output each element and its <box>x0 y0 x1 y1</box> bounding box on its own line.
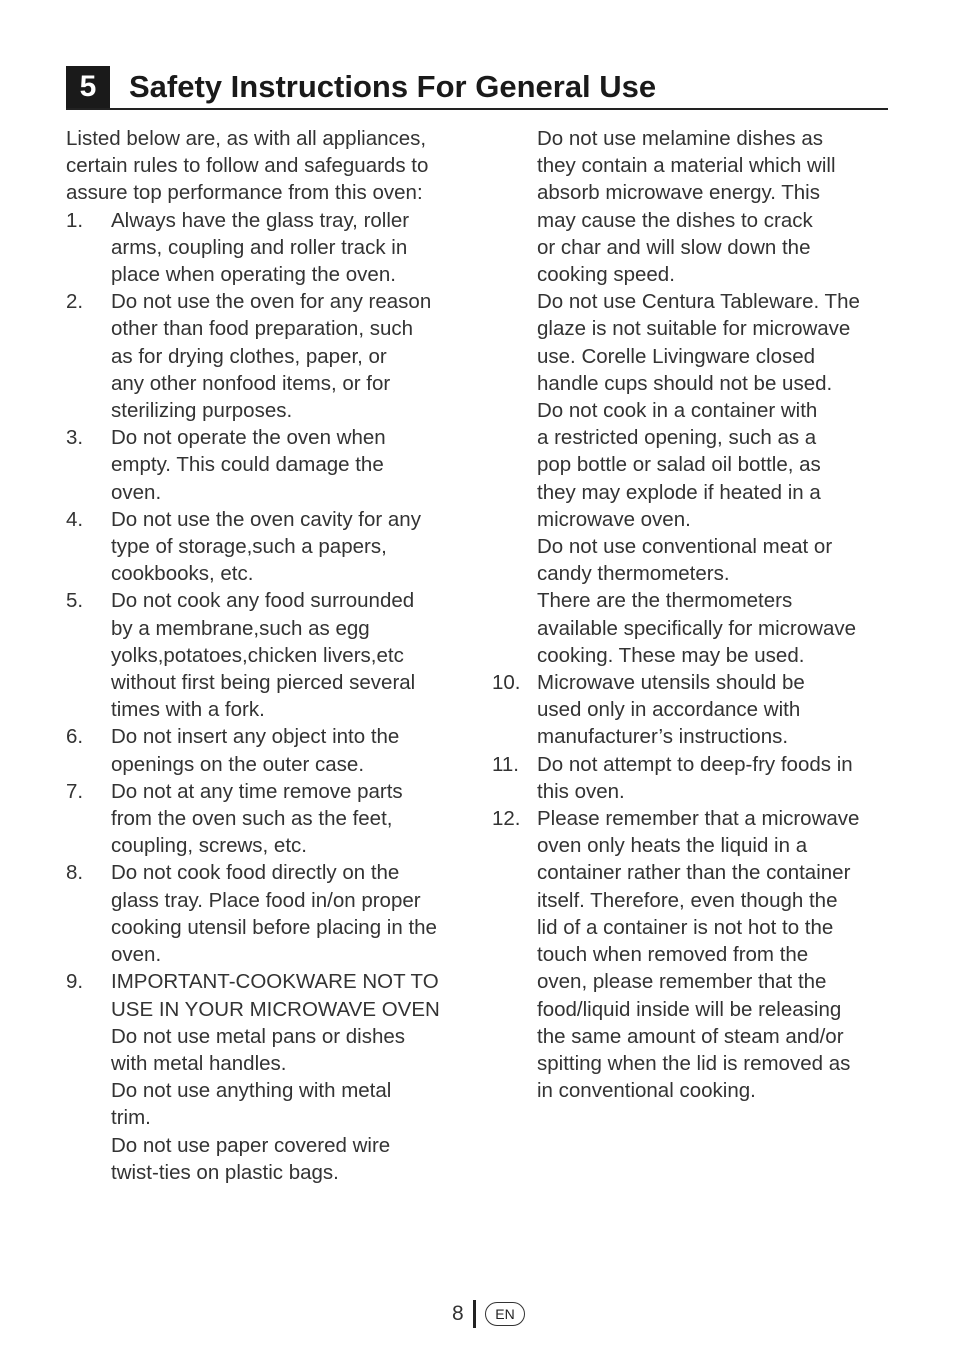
text-line: Do not attempt to deep-fry foods in <box>537 752 853 776</box>
list-item <box>66 288 466 424</box>
text-line: certain rules to follow and safeguards to <box>66 154 429 178</box>
text-line: Do not use the oven cavity for any <box>111 507 421 531</box>
text-line: IMPORTANT-COOKWARE NOT TO <box>111 970 439 994</box>
text-line: Do not use metal pans or dishes <box>111 1024 405 1048</box>
text-line: in conventional cooking. <box>537 1079 756 1103</box>
text-line: twist-ties on plastic bags. <box>111 1160 339 1184</box>
text-line: or char and will slow down the <box>537 235 811 259</box>
text-line: oven. <box>111 943 162 967</box>
item-text <box>537 751 892 805</box>
text-line: other than food preparation, such <box>111 317 414 341</box>
footer-divider <box>473 1300 476 1328</box>
text-line: empty. This could damage the <box>111 453 384 477</box>
item-number: 1. <box>66 208 84 232</box>
language-badge: EN <box>485 1302 525 1326</box>
text-line: Microwave utensils should be <box>537 671 805 695</box>
text-line: oven. <box>111 480 162 504</box>
text-line: There are the thermometers <box>537 589 793 613</box>
text-line: spitting when the lid is removed as <box>537 1051 851 1075</box>
list-item <box>66 778 466 860</box>
item-number: 5. <box>66 589 84 613</box>
text-line: they contain a material which will <box>537 154 836 178</box>
item-number: 9. <box>66 970 84 994</box>
item-text <box>111 207 466 289</box>
text-line: without first being pierced several <box>111 671 416 695</box>
item-text <box>111 968 466 1186</box>
text-line: Do not use paper covered wire <box>111 1133 391 1157</box>
text-line: Do not use Centura Tableware. The <box>537 290 860 314</box>
text-line: sterilizing purposes. <box>111 399 293 423</box>
text-line: handle cups should not be used. <box>537 371 833 395</box>
item-number: 10. <box>492 671 521 695</box>
text-line: itself. Therefore, even though the <box>537 888 838 912</box>
text-line: yolks,potatoes,chicken livers,etc <box>111 643 404 667</box>
item-text <box>111 587 466 723</box>
text-line: may cause the dishes to crack <box>537 208 813 232</box>
text-line: microwave oven. <box>537 507 691 531</box>
text-line: Do not use conventional meat or <box>537 535 833 559</box>
list-item <box>66 723 466 777</box>
text-line: Do not insert any object into the <box>111 725 400 749</box>
text-line: Do not use melamine dishes as <box>537 127 824 150</box>
text-line: cooking. These may be used. <box>537 643 805 667</box>
section-title: Safety Instructions For General Use <box>129 69 657 104</box>
page-footer <box>0 1298 954 1330</box>
left-column <box>66 125 466 1186</box>
text-line: container rather than the container <box>537 861 851 885</box>
text-line: Do not cook any food surrounded <box>111 589 415 613</box>
list-item <box>66 207 466 289</box>
text-line: they may explode if heated in a <box>537 480 821 504</box>
text-line: glass tray. Place food in/on proper <box>111 888 421 912</box>
item-number: 2. <box>66 290 84 314</box>
text-line: any other nonfood items, or for <box>111 371 391 395</box>
item-text <box>111 723 466 777</box>
list-item <box>492 805 892 1104</box>
item-9-continued <box>492 125 892 669</box>
text-line: openings on the outer case. <box>111 752 365 776</box>
item-number: 8. <box>66 861 84 885</box>
text-line: USE IN YOUR MICROWAVE OVEN <box>111 997 440 1021</box>
text-line: Please remember that a microwave <box>537 807 860 831</box>
text-line: with metal handles. <box>111 1051 287 1075</box>
item-text <box>111 859 466 968</box>
item-number: 7. <box>66 779 84 803</box>
text-line: coupling, screws, etc. <box>111 834 307 858</box>
list-item <box>492 751 892 805</box>
section-header <box>66 64 888 110</box>
item-text <box>111 424 466 506</box>
item-list-left <box>66 207 466 1186</box>
list-item <box>66 968 466 1186</box>
item-text <box>111 506 466 588</box>
text-line: used only in accordance with <box>537 698 801 722</box>
item-list-right <box>492 669 892 1104</box>
text-line: arms, coupling and roller track in <box>111 235 408 259</box>
item-text <box>111 778 466 860</box>
item-text <box>111 288 466 424</box>
item-text <box>537 805 892 1104</box>
list-item <box>66 506 466 588</box>
text-line: by a membrane,such as egg <box>111 616 370 640</box>
list-item <box>66 587 466 723</box>
list-item <box>66 859 466 968</box>
text-line: oven only heats the liquid in a <box>537 834 808 858</box>
text-line: cooking speed. <box>537 263 675 287</box>
text-line: as for drying clothes, paper, or <box>111 344 387 368</box>
text-line: touch when removed from the <box>537 943 809 967</box>
text-line: Do not use the oven for any reason <box>111 290 432 314</box>
text-line: oven, please remember that the <box>537 970 827 994</box>
text-line: times with a fork. <box>111 698 265 722</box>
text-line: cooking utensil before placing in the <box>111 915 437 939</box>
item-number: 6. <box>66 725 84 749</box>
text-line: pop bottle or salad oil bottle, as <box>537 453 821 477</box>
text-line: Do not use anything with metal <box>111 1079 392 1103</box>
text-line: Always have the glass tray, roller <box>111 208 410 232</box>
text-line: Do not operate the oven when <box>111 426 386 450</box>
text-line: candy thermometers. <box>537 562 730 586</box>
text-line: Do not at any time remove parts <box>111 779 403 803</box>
text-line: glaze is not suitable for microwave <box>537 317 851 341</box>
item-number: 12. <box>492 807 521 831</box>
section-number: 5 <box>66 66 110 108</box>
text-line: trim. <box>111 1106 151 1130</box>
text-line: Do not cook in a container with <box>537 399 818 423</box>
text-line: Do not cook food directly on the <box>111 861 400 885</box>
text-line: this oven. <box>537 779 625 803</box>
text-line: assure top performance from this oven: <box>66 181 423 205</box>
text-line: manufacturer’s instructions. <box>537 725 789 749</box>
item-text <box>537 669 892 751</box>
text-line: Listed below are, as with all appliances, <box>66 127 427 150</box>
item-number: 11. <box>492 752 519 776</box>
list-item <box>66 424 466 506</box>
text-line: the same amount of steam and/or <box>537 1024 844 1048</box>
text-line: place when operating the oven. <box>111 263 396 287</box>
text-line: type of storage,such a papers, <box>111 535 387 559</box>
text-line: food/liquid inside will be releasing <box>537 997 842 1021</box>
right-column <box>492 125 892 1104</box>
item-number: 4. <box>66 507 84 531</box>
list-item <box>492 669 892 751</box>
page-number: 8 <box>452 1302 464 1325</box>
text-line: from the oven such as the feet, <box>111 807 393 831</box>
text-line: cookbooks, etc. <box>111 562 254 586</box>
text-line: absorb microwave energy. This <box>537 181 820 205</box>
text-line: lid of a container is not hot to the <box>537 915 834 939</box>
intro-paragraph <box>66 125 466 207</box>
text-line: available specifically for microwave <box>537 616 857 640</box>
text-line: use. Corelle Livingware closed <box>537 344 816 368</box>
text-line: a restricted opening, such as a <box>537 426 817 450</box>
item-number: 3. <box>66 426 84 450</box>
